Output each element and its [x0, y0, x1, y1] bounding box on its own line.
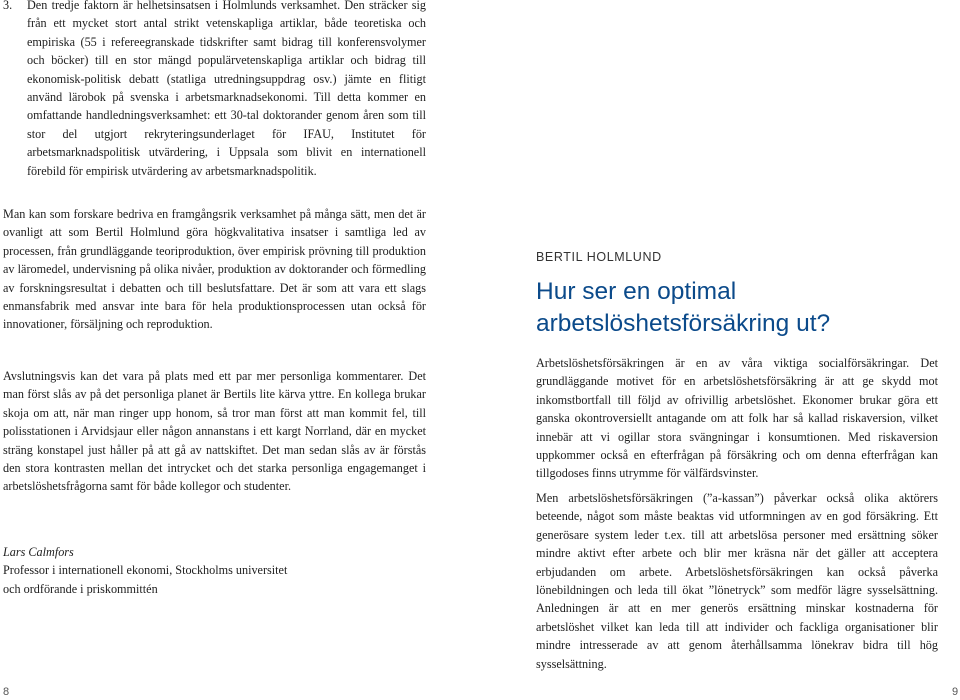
list-number: 3.: [3, 0, 13, 12]
signature-block: [3, 543, 426, 598]
list-item-text-rest: Till detta kommer en omfattande handledningsverksamhet: ett 30-tal doktorander genom åren som till stor del utgjort rekryteringsunderlaget för IFAU, Institutet för arbetsmarknadspolitisk utvärdering, i Uppsala som blivit en internationell förebild för empirisk utvärdering av arbetsmarknadspolitik.: [27, 90, 427, 178]
right-paragraph-1: Arbetslöshetsförsäkringen är en av våra viktiga socialförsäkringar. Det grundläggande motivet för en arbetslöshetsförsäkring är att ge skydd mot inkomstbortfall till följd av ofrivillig arbetslöshet. Ekonomer brukar göra ett ganska okontroversiellt antagande om att folk har så kallad riskaversion, vilket innebär att vi ogillar stora svängningar i konsumtionen. Med riskaversion uppkommer också en efterfrågan på försäkring och om denna efterfrågan kan tillgodoses finns utrymme för välfärdsvinster.: [536, 356, 938, 481]
right-page: [480, 0, 960, 700]
article-author: BERTIL HOLMLUND: [536, 250, 662, 264]
left-paragraph-2: Avslutningsvis kan det vara på plats med ett par mer personliga kommentarer. Det man först slås av på det personliga planet är Bertils lite kärva yttre. En kollega brukar skoja om att, när man ringer upp honom, så tror man först att man kommit fel, till polisstationen i Arvidsjaur eller någon annanstans i ett kargt Norrland, där en mycket sträng konstapel just håller på att gå av nattskiftet. Det man sedan slås av är förstås den stora kontrasten mellan det intrycket och det starka personliga engagemanget i arbetslöshetsfrågorna samt för både kollegor och studenter.: [3, 369, 426, 494]
page-number-right: 9: [952, 686, 959, 698]
right-paragraph-2: Men arbetslöshetsförsäkringen (”a-kassan”) påverkar också olika aktörers beteende, något som måste beaktas vid utformningen av en god försäkring. Ett generösare system leder t.ex. till att arbetslösa personer med ersättning söker mindre aktivt efter arbete och blir mer kräsna när det gäller att acceptera erbjudanden om arbete. Arbetslöshetsförsäkringen kan också påverka lönebildningen och leda till ökat ”lönetryck” som medför lägre sysselsättning. Anledningen är att en mer generös ersättning minskar kostnaderna för arbetslöshet vilket kan leda till att individer och fackliga organisationer blir mindre intresserade av att genom återhållsamma lönekrav bidra till hög sysselsättning.: [536, 491, 938, 671]
signature-name: Lars Calmfors: [3, 545, 74, 559]
article-title: Hur ser en optimal arbetslöshetsförsäkring ut?: [536, 278, 831, 337]
list-item-text: [27, 0, 426, 180]
signature-title-line-1: Professor i internationell ekonomi, Stockholms universitet: [3, 563, 288, 578]
signature-title-line-2: och ordförande i priskommittén: [3, 581, 158, 596]
page-number-left: 8: [3, 686, 10, 698]
list-item-text-intro: Den tredje faktorn är helhetsinsatsen i Holmlunds verksamhet. Den sträcker sig från ett mycket stort antal strikt vetenskapliga artiklar, både teoretiska och empiriska (55 i refereegranskade tidskrifter samt bidrag till konferensvolymer och böcker) till en stor mängd populärvetenskapliga artiklar och bidrag till ekonomisk-politisk debatt (statliga utredningsuppdrag osv.) jämte en flitigt använd lärobok på svenska i arbetsmarknadsekonomi.: [27, 0, 426, 105]
left-paragraph-1: Man kan som forskare bedriva en framgångsrik verksamhet på många sätt, men det är ovanligt att som Bertil Holmlund göra högkvalitativa insatser i samtliga led av processen, från grundläggande teoriproduktion, över empirisk prövning till produktion av läromedel, undervisning på olika nivåer, produktion av doktorander och förmedling av forskningsresultat i debatten och till beslutsfattare. Det är som att vara ett slags enmansfabrik med ansvar inte bara för hela produktionsprocessen utan också för innovationer, försäljning och reproduktion.: [3, 207, 426, 332]
